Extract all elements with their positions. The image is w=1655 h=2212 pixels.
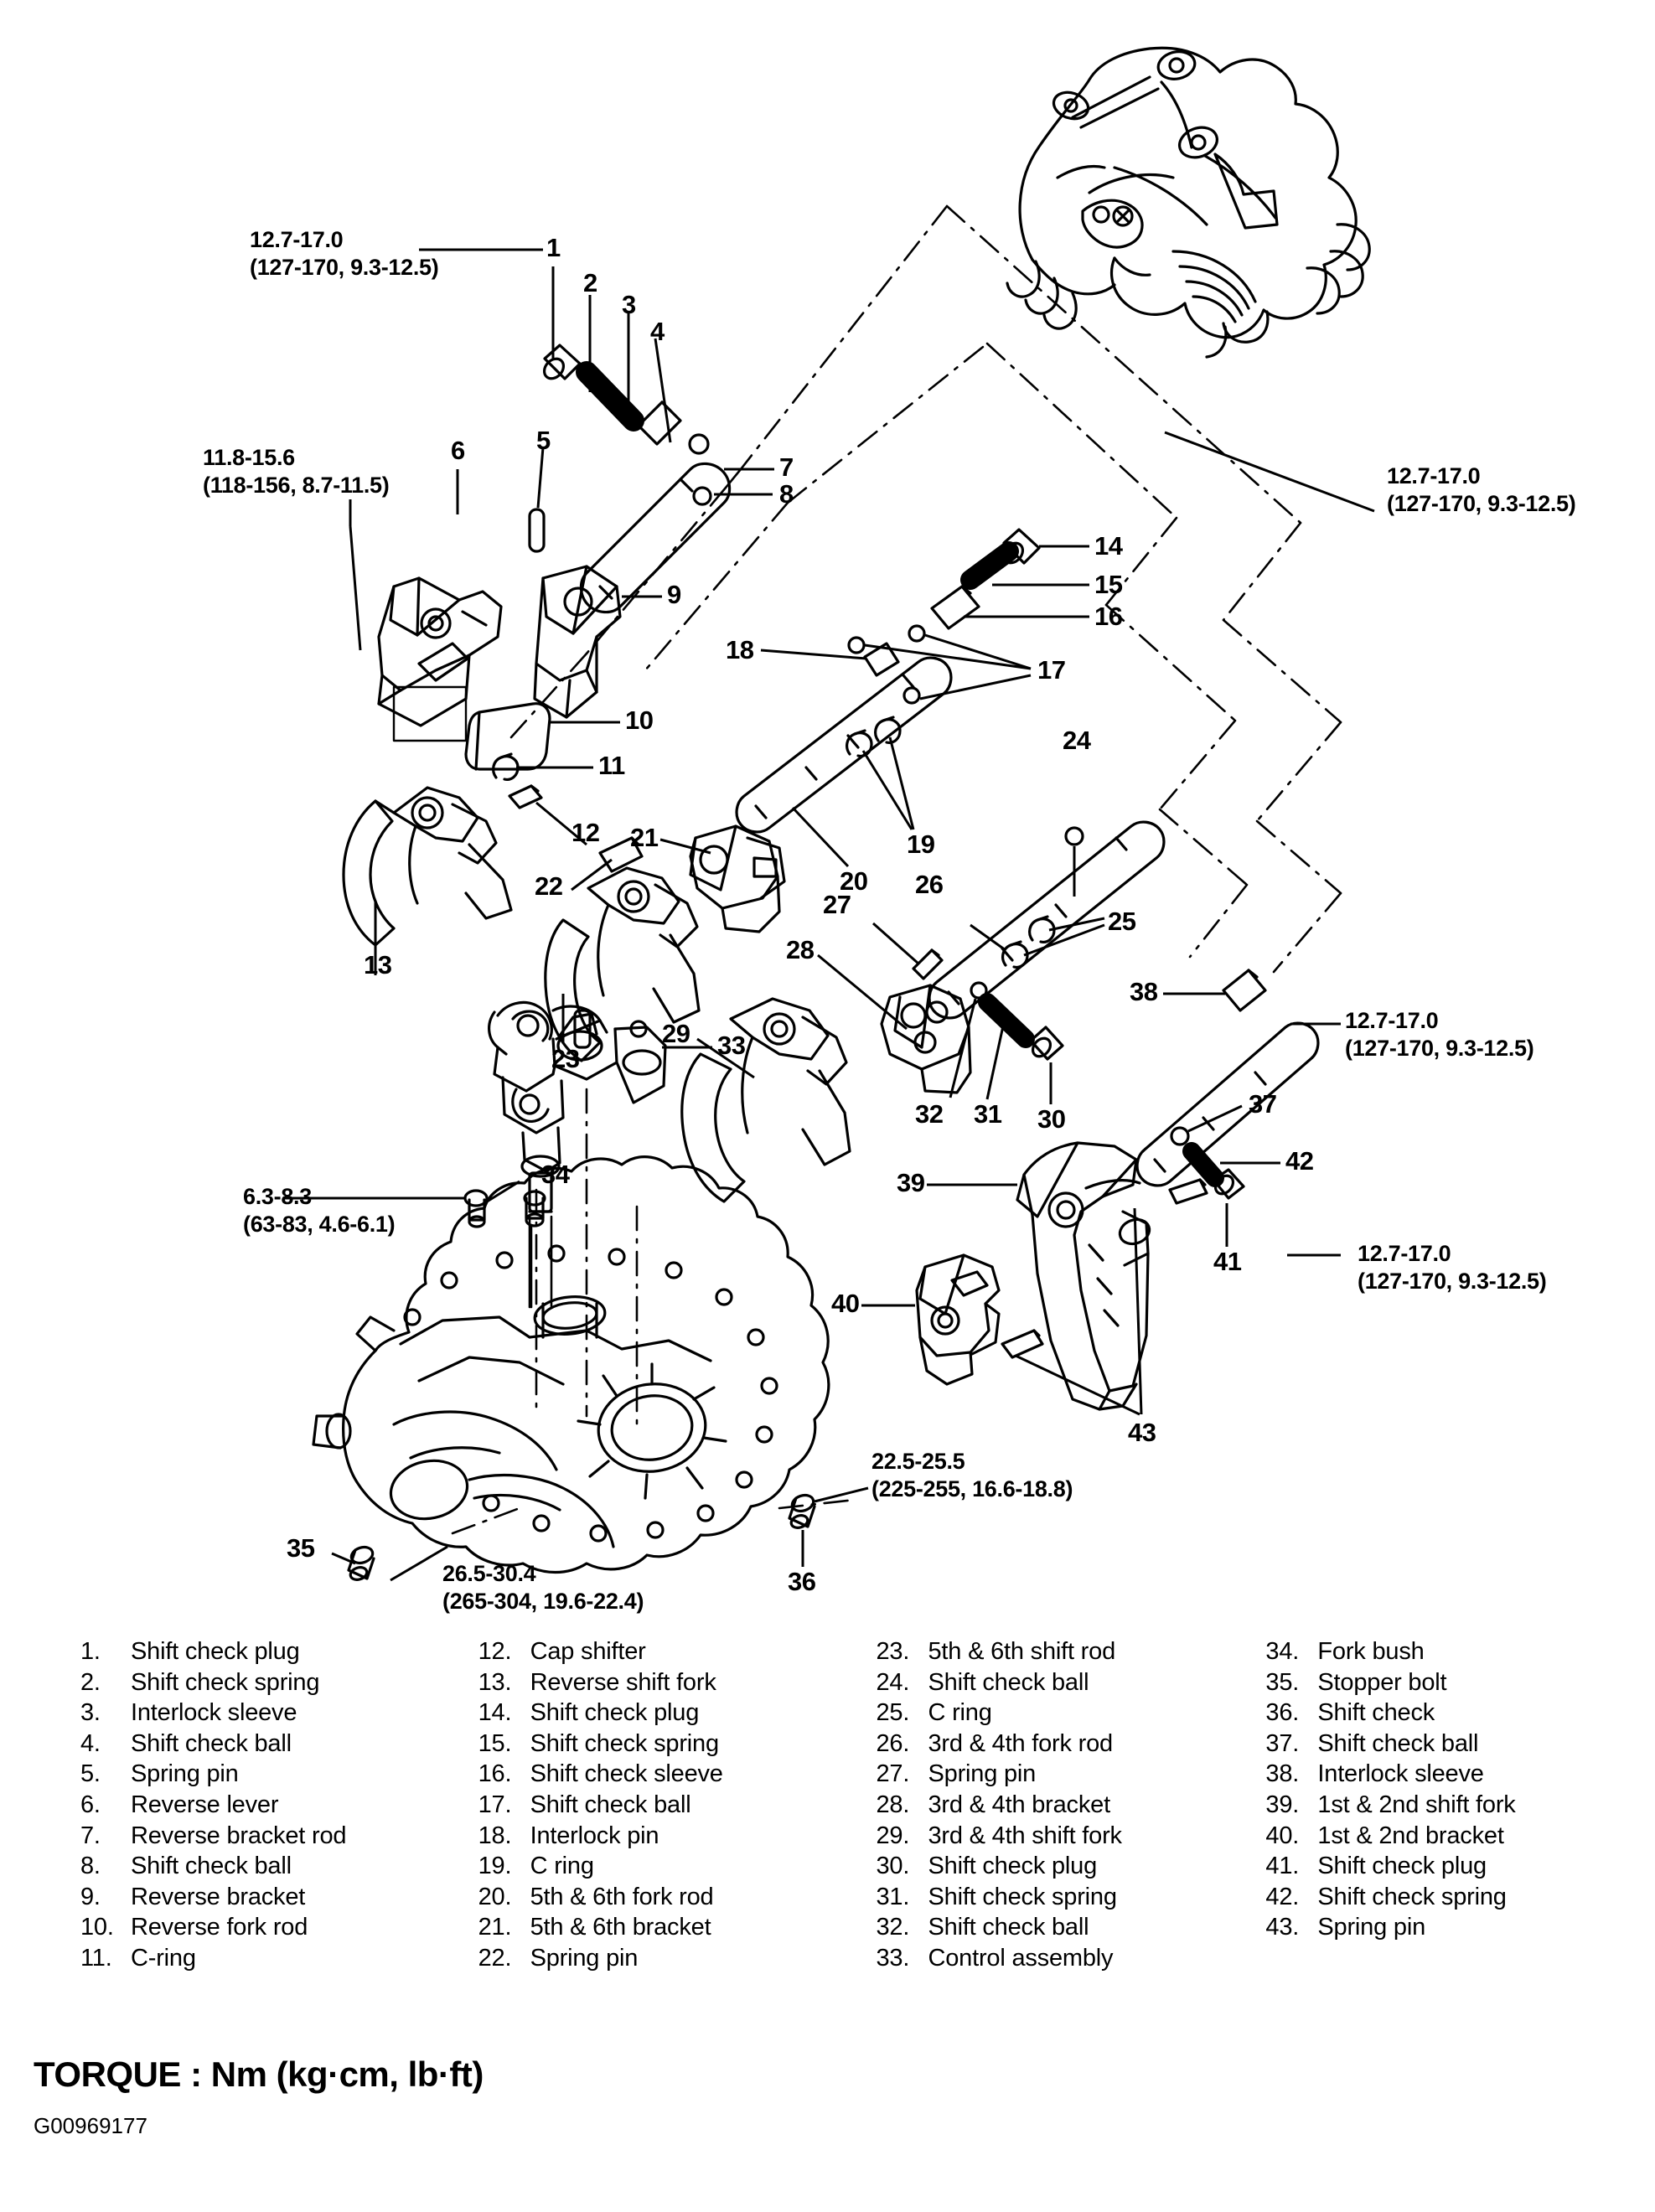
callout-number-31: 31 [974,1099,1002,1129]
callout-number-30: 30 [1037,1104,1066,1134]
interlock-sleeve-3 [639,402,680,444]
part-number: 8. [80,1853,101,1880]
part-label: Shift check spring [530,1729,719,1757]
part-number: 21. [478,1914,512,1941]
callout-number-15: 15 [1094,570,1123,599]
parts-list-column-4 [1257,1638,1655,2023]
c-ring-19a [847,731,871,756]
list-item [80,1730,470,1761]
torque-callout-item-35 [442,1560,644,1615]
callout-number-13: 13 [364,950,392,979]
torque-value-primary: 11.8-15.6 [203,445,295,470]
list-item [877,1638,1258,1669]
part-label: Shift check ball [131,1729,292,1757]
part-label: 5th & 6th shift rod [928,1638,1115,1665]
torque-callout-item-14 [1387,463,1575,518]
part-number: 40. [1265,1822,1300,1849]
part-number: 9. [80,1883,101,1910]
part-label: Shift check plug [530,1699,700,1727]
part-number: 10. [80,1914,114,1941]
reverse-lever-6 [379,578,501,726]
first-second-shift-fork-39 [1017,1143,1153,1409]
part-number: 25. [876,1699,910,1727]
part-label: 3rd & 4th fork rod [928,1729,1113,1757]
part-number: 29. [876,1822,910,1849]
part-number: 42. [1265,1883,1300,1910]
list-item [478,1945,860,1976]
parts-list-column-1 [0,1638,470,2023]
part-number: 1. [80,1638,101,1665]
reverse-bracket-rod-7 [581,463,729,612]
callout-number-38: 38 [1130,977,1158,1006]
callout-number-10: 10 [625,705,654,735]
part-label: 3rd & 4th bracket [928,1791,1110,1818]
torque-value-primary: 12.7-17.0 [1387,463,1481,488]
list-item [478,1822,860,1853]
parts-list [0,1638,1655,2023]
part-label: Shift check ball [131,1853,292,1880]
list-item [478,1730,860,1761]
shift-check-ball-17b [904,688,919,703]
fifth-sixth-bracket-21 [690,826,784,932]
callout-number-41: 41 [1213,1247,1242,1276]
shift-check-ball-8 [694,488,711,504]
part-label: Reverse lever [131,1791,279,1818]
shift-check-spring-42 [1192,1151,1215,1178]
callout-number-29: 29 [662,1019,690,1048]
callout-number-4: 4 [650,317,665,346]
callout-number-27: 27 [823,890,851,919]
shift-check-36 [789,1492,815,1529]
callout-number-36: 36 [788,1567,816,1596]
figure-reference-code: G00969177 [34,2113,147,2138]
part-label: 3rd & 4th shift fork [928,1822,1122,1849]
list-item [877,1791,1258,1822]
part-label: Shift check [1317,1699,1435,1727]
part-number: 24. [876,1668,910,1696]
list-item [877,1884,1258,1915]
torque-callout-item-36 [871,1448,1073,1503]
part-label: Shift check ball [530,1791,691,1818]
torque-value-secondary: (225-255, 16.6-18.8) [871,1476,1073,1501]
list-item [80,1638,470,1669]
part-label: Reverse bracket rod [131,1822,347,1849]
list-item [877,1853,1258,1884]
torque-value-primary: 26.5-30.4 [442,1561,536,1586]
list-item [1265,1638,1655,1669]
list-item [80,1884,470,1915]
torque-value-primary: 12.7-17.0 [250,227,344,252]
torque-value-secondary: (127-170, 9.3-12.5) [1358,1268,1547,1294]
list-item [478,1638,860,1669]
part-number: 35. [1265,1668,1300,1696]
part-number: 18. [478,1822,512,1849]
part-label: 1st & 2nd bracket [1317,1822,1504,1849]
torque-value-secondary: (265-304, 19.6-22.4) [442,1588,644,1614]
part-label: Shift check ball [928,1914,1089,1941]
list-item [1265,1822,1655,1853]
shift-check-ball-24 [1066,828,1083,845]
reverse-fork-rod-10 [466,704,550,769]
part-label: Spring pin [530,1944,639,1972]
callout-number-11: 11 [598,751,625,780]
part-number: 23. [876,1638,910,1665]
list-item [80,1669,470,1700]
list-item [1265,1853,1655,1884]
part-number: 32. [876,1914,910,1941]
list-item [478,1853,860,1884]
list-item [1265,1669,1655,1700]
shift-check-spring-31 [987,1002,1026,1039]
callout-number-42: 42 [1285,1146,1314,1176]
part-label: C ring [530,1853,594,1880]
list-item [877,1699,1258,1730]
part-label: 5th & 6th fork rod [530,1883,714,1910]
part-number: 7. [80,1822,101,1849]
part-label: Control assembly [928,1944,1114,1972]
part-label: Interlock pin [530,1822,659,1849]
part-label: Shift check ball [1317,1729,1479,1757]
part-number: 16. [478,1760,512,1788]
part-number: 6. [80,1791,101,1818]
part-number: 28. [876,1791,910,1818]
list-item [478,1669,860,1700]
shift-check-ball-4 [690,435,708,453]
list-item [877,1945,1258,1976]
callout-number-2: 2 [583,268,597,297]
c-ring-11 [494,754,518,779]
interlock-sleeve-38 [1223,970,1265,1010]
part-label: Spring pin [928,1760,1037,1788]
part-number: 43. [1265,1914,1300,1941]
list-item [80,1791,470,1822]
part-number: 37. [1265,1729,1300,1757]
callout-number-14: 14 [1094,531,1123,561]
part-number: 12. [478,1638,512,1665]
part-label: Shift check plug [131,1638,300,1665]
callout-number-3: 3 [622,290,636,319]
torque-value-secondary: (127-170, 9.3-12.5) [250,254,439,280]
list-item [478,1884,860,1915]
torque-value-secondary: (63-83, 4.6-6.1) [243,1211,396,1237]
torque-callout-item-6 [203,444,389,499]
callout-number-18: 18 [726,635,754,664]
part-label: Spring pin [131,1760,239,1788]
callout-number-8: 8 [779,479,794,509]
callout-number-26: 26 [915,870,944,899]
part-number: 20. [478,1883,512,1910]
callout-number-9: 9 [667,580,681,609]
torque-callout-item-38 [1345,1007,1533,1062]
torque-callout-item-41 [1358,1240,1546,1295]
part-label: Shift check spring [131,1668,320,1696]
list-item [80,1822,470,1853]
part-label: Spring pin [1317,1914,1425,1941]
parts-list-column-2 [470,1638,860,2023]
part-label: Reverse shift fork [530,1668,716,1696]
list-item [1265,1791,1655,1822]
part-label: 1st & 2nd shift fork [1317,1791,1516,1818]
callout-number-20: 20 [840,866,868,896]
part-number: 31. [876,1883,910,1910]
callout-number-19: 19 [907,830,935,859]
callout-number-21: 21 [630,823,659,852]
callout-number-34: 34 [541,1160,570,1189]
part-label: Shift check spring [928,1883,1117,1910]
part-label: Shift check spring [1317,1883,1507,1910]
part-number: 38. [1265,1760,1300,1788]
list-item [478,1791,860,1822]
callout-number-39: 39 [897,1168,925,1197]
part-label: C-ring [131,1944,196,1972]
list-item [1265,1914,1655,1945]
part-number: 3. [80,1699,101,1727]
list-item [1265,1884,1655,1915]
list-item [1265,1760,1655,1791]
callout-number-40: 40 [831,1289,860,1318]
part-number: 2. [80,1668,101,1696]
shift-check-spring-2 [587,372,634,421]
torque-value-primary: 22.5-25.5 [871,1449,965,1474]
torque-callout-item-34 [243,1183,395,1238]
part-number: 13. [478,1668,512,1696]
list-item [478,1699,860,1730]
spring-pin-43a [1002,1331,1042,1357]
torque-value-primary: 12.7-17.0 [1345,1008,1439,1033]
list-item [80,1945,470,1976]
part-number: 4. [80,1729,101,1757]
callout-number-43: 43 [1128,1418,1156,1447]
part-label: Reverse fork rod [131,1914,308,1941]
part-number: 39. [1265,1791,1300,1818]
part-label: Reverse bracket [131,1883,306,1910]
callout-number-6: 6 [451,436,465,465]
list-item [80,1699,470,1730]
list-item [478,1760,860,1791]
callout-number-16: 16 [1094,602,1123,631]
part-label: Interlock sleeve [1317,1760,1484,1788]
part-number: 27. [876,1760,910,1788]
control-assembly-33 [489,1002,665,1212]
shift-check-spring-15 [970,551,1009,580]
part-label: Shift check sleeve [530,1760,723,1788]
callout-number-17: 17 [1037,655,1066,685]
shift-check-ball-37 [1171,1128,1188,1145]
callout-number-32: 32 [915,1099,944,1129]
callout-number-7: 7 [779,452,794,482]
part-number: 19. [478,1853,512,1880]
torque-value-primary: 6.3-8.3 [243,1184,312,1209]
fifth-sixth-fork-rod-20 [737,658,951,832]
torque-value-primary: 12.7-17.0 [1358,1241,1451,1266]
shift-check-plug-30 [1029,1027,1063,1060]
shift-check-ball-17c [849,638,864,653]
torque-value-secondary: (127-170, 9.3-12.5) [1387,490,1576,516]
part-number: 14. [478,1699,512,1727]
part-number: 22. [478,1944,512,1972]
callout-number-1: 1 [546,233,561,262]
part-number: 26. [876,1729,910,1757]
reverse-shift-fork-13 [344,788,511,945]
part-number: 34. [1265,1638,1300,1665]
list-item [877,1822,1258,1853]
callout-number-37: 37 [1249,1089,1277,1119]
callout-number-22: 22 [535,871,563,901]
list-item [1265,1699,1655,1730]
list-item [80,1853,470,1884]
list-item [80,1760,470,1791]
torque-units-heading: TORQUE : Nm (kg·cm, lb·ft) [34,2054,484,2094]
part-label: Cap shifter [530,1638,646,1665]
part-number: 33. [876,1944,910,1972]
spring-pin-43b [1170,1180,1207,1203]
list-item [877,1730,1258,1761]
torque-value-secondary: (127-170, 9.3-12.5) [1345,1035,1534,1061]
part-label: Stopper bolt [1317,1668,1447,1696]
part-label: Fork bush [1317,1638,1425,1665]
part-number: 11. [80,1944,112,1972]
first-second-bracket-40 [917,1255,999,1384]
parts-list-column-3 [860,1638,1258,2023]
shift-check-ball-17a [909,626,924,641]
list-item [1265,1730,1655,1761]
callout-number-5: 5 [536,426,551,455]
callout-number-12: 12 [571,818,600,847]
part-number: 41. [1265,1853,1300,1880]
list-item [80,1914,470,1945]
part-label: Interlock sleeve [131,1699,297,1727]
list-item [877,1669,1258,1700]
torque-value-secondary: (118-156, 8.7-11.5) [203,472,390,498]
part-label: 5th & 6th bracket [530,1914,711,1941]
callout-number-25: 25 [1108,907,1136,936]
part-label: Shift check plug [928,1853,1098,1880]
callout-number-33: 33 [717,1031,746,1060]
part-number: 5. [80,1760,101,1788]
torque-callout-item-1 [250,226,438,282]
part-label: C ring [928,1699,992,1727]
reverse-lever-shade-block [394,687,466,741]
part-number: 17. [478,1791,512,1818]
list-item [877,1760,1258,1791]
reverse-bracket-9 [535,566,620,717]
list-item [478,1914,860,1945]
list-item [877,1914,1258,1945]
callout-number-35: 35 [287,1533,315,1563]
part-number: 30. [876,1853,910,1880]
spring-pin-5 [530,509,544,551]
part-label: Shift check plug [1317,1853,1487,1880]
callout-number-23: 23 [551,1044,580,1073]
part-number: 15. [478,1729,512,1757]
shift-check-sleeve-16 [932,587,979,628]
part-label: Shift check ball [928,1668,1089,1696]
upper-transaxle-case-artwork [1007,48,1369,357]
callout-number-28: 28 [786,935,815,964]
part-number: 36. [1265,1699,1300,1727]
callout-number-24: 24 [1063,726,1091,755]
assembly-centerline-path [453,206,1341,1533]
third-fourth-shift-fork-29 [682,999,850,1202]
